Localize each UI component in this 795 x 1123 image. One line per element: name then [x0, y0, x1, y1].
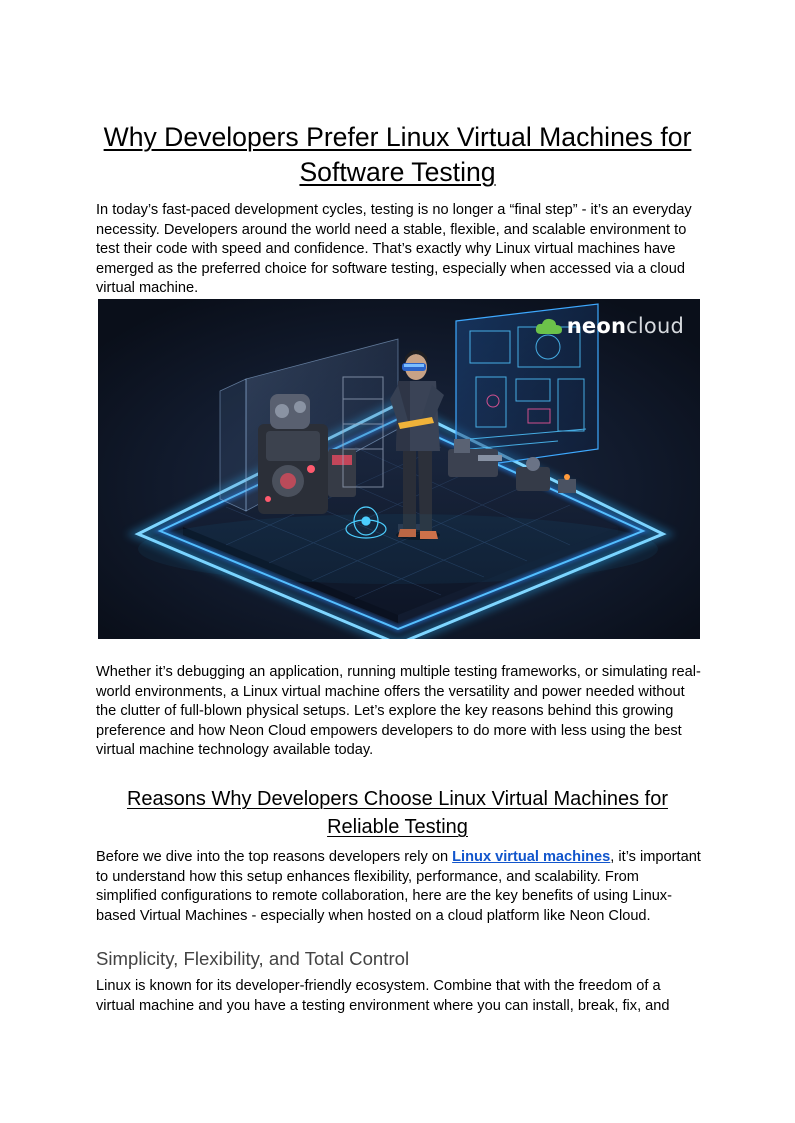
- isometric-lab-illustration: [98, 299, 700, 639]
- document-title: Why Developers Prefer Linux Virtual Machines for Software Testing: [103, 122, 692, 187]
- body-paragraph-3: [96, 848, 701, 926]
- subheading-simplicity: Simplicity, Flexibility, and Total Control: [96, 948, 410, 969]
- neon-cloud-logo: [535, 314, 684, 338]
- logo-brand-light: cloud: [626, 314, 684, 338]
- hero-image: [98, 299, 700, 639]
- linux-virtual-machines-link[interactable]: Linux virtual machines: [452, 849, 611, 865]
- body-paragraph-4: Linux is known for its developer-friendly ecosystem. Combine that with the freedom of a virtual machine and you have a testing environment where you can install, break, fix, and: [96, 978, 670, 1014]
- logo-brand-bold: neon: [566, 314, 627, 338]
- intro-paragraph: In today’s fast-paced development cycles, testing is no longer a “final step” - it’s an everyday necessity. Developers around the world need a stable, flexible, and scalable environment to test their code with speed and confidence. That’s exactly why Linux virtual machines have emerged as the preferred choice for software testing, especially when accessed via a cloud virtual machine.: [96, 202, 692, 296]
- section-heading: Reasons Why Developers Choose Linux Virtual Machines for Reliable Testing: [126, 788, 668, 838]
- cloud-icon: [535, 317, 563, 335]
- paragraph-3-lead: Before we dive into the top reasons developers rely on: [96, 849, 453, 865]
- body-paragraph-2: Whether it’s debugging an application, running multiple testing frameworks, or simulating real-world environments, a Linux virtual machine offers the versatility and power needed without the clutter of full-blown physical setups. Let’s explore the key reasons behind this growing preference and how Neon Cloud empowers developers to do more with less using the best virtual machine technology available today.: [96, 664, 701, 758]
- paragraph-3-rest: , it’s important to understand how this setup enhances flexibility, performance, and scalability. From simplified configurations to remote collaboration, here are the key benefits of using Linux-based Virtual Machines - especially when hosted on a cloud platform like Neon Cloud.: [96, 849, 701, 924]
